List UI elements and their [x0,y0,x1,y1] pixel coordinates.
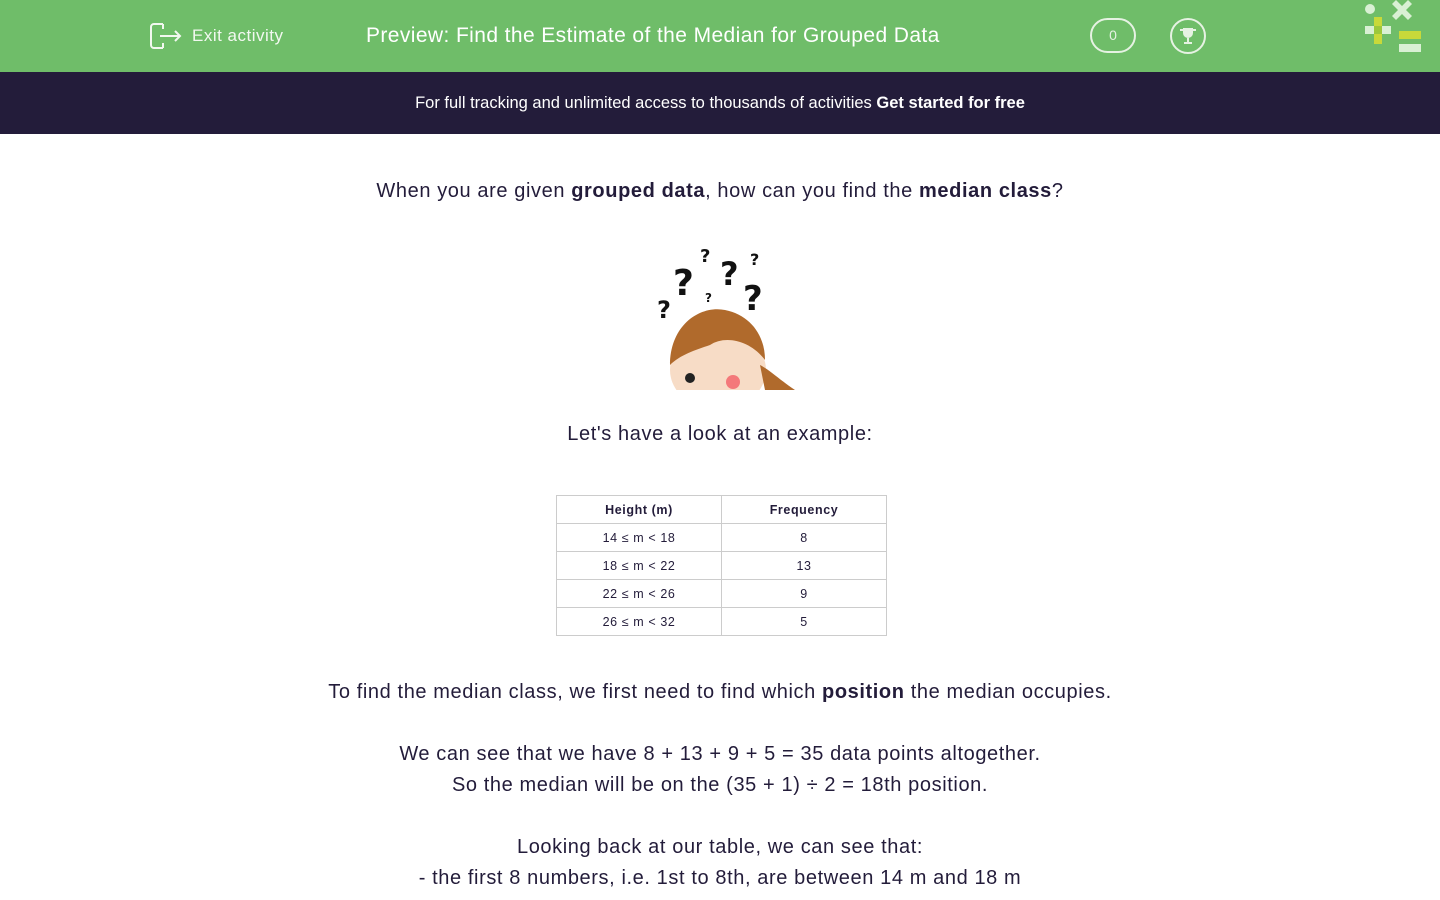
table-cell: 5 [722,608,887,636]
text: the median occupies. [904,681,1112,703]
column-header: Height (m) [557,496,722,524]
svg-text:?: ? [720,255,740,293]
top-bar [0,0,1440,72]
table-cell: 9 [722,580,887,608]
table-cell: 22 ≤ m < 26 [557,580,722,608]
svg-text:?: ? [657,296,672,324]
exit-activity-button[interactable] [149,22,284,50]
frequency-table [556,495,887,636]
table-row [557,608,887,636]
bold-text: position [822,681,905,703]
question [0,180,1440,203]
paragraph [0,681,1440,704]
svg-text:?: ? [705,291,713,305]
text: ? [1051,180,1064,202]
exit-label: Exit activity [192,26,284,45]
table-cell: 18 ≤ m < 22 [557,552,722,580]
table-cell: 14 ≤ m < 18 [557,524,722,552]
trophy-icon [1178,26,1198,46]
banner-text: For full tracking and unlimited access to thousands of activities [415,94,877,112]
text: When you are given [376,180,572,202]
table-cell: 13 [722,552,887,580]
signup-banner [0,72,1440,134]
bold-text: grouped data [571,180,706,202]
svg-text:?: ? [743,279,764,319]
get-started-link[interactable]: Get started for free [876,94,1025,112]
svg-text:?: ? [700,246,712,267]
table-row [557,524,887,552]
logo-icon [1360,0,1440,60]
page-title: Preview: Find the Estimate of the Median for Grouped Data [366,24,940,47]
text: To find the median class, we first need to find which [328,681,822,703]
exit-icon [149,22,182,50]
paragraph: Looking back at our table, we can see that: [516,836,924,858]
score-badge: 0 [1090,18,1136,53]
confused-girl-image [645,240,795,390]
paragraph: So the median will be on the (35 + 1) ÷ 2 = 18th position. [451,774,989,796]
paragraph: We can see that we have 8 + 13 + 9 + 5 = 35 data points altogether. [399,743,1041,765]
bold-text: median class [919,180,1052,202]
svg-text:?: ? [673,263,695,304]
table-row [557,580,887,608]
table-row [557,552,887,580]
table-header-row [557,496,887,524]
table-cell: 26 ≤ m < 32 [557,608,722,636]
table-cell: 8 [722,524,887,552]
text: , how can you find the [705,180,920,202]
trophy-button[interactable] [1170,18,1206,54]
column-header: Frequency [722,496,887,524]
example-intro: Let's have a look at an example: [567,423,873,445]
svg-text:?: ? [750,250,760,269]
paragraph: - the first 8 numbers, i.e. 1st to 8th, are between 14 m and 18 m [418,867,1022,889]
